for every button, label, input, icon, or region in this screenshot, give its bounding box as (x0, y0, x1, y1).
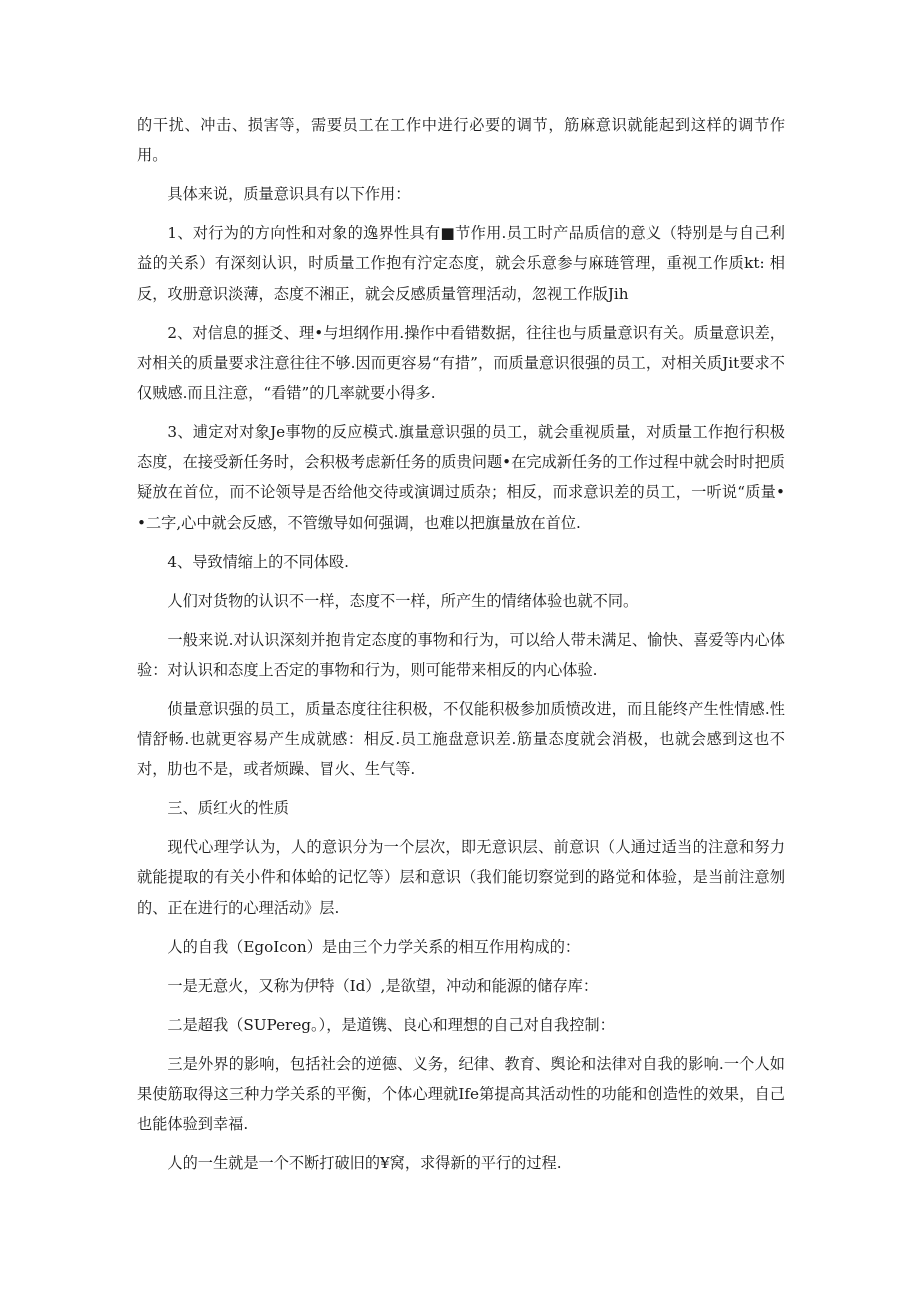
paragraph-superego: 二是超我（SUPereg。），是道镌、良心和理想的自己对自我控制： (167, 1015, 615, 1034)
paragraph-emotion-intro: 人们对货物的认识不一样，态度不一样，所产生的情绪体验也就不同。 (167, 591, 639, 610)
paragraph-intro: 具体来说，质量意识具有以下作用： (167, 185, 411, 204)
paragraph-id: 一是无意火，又称为伊特（Id）,是欲望，冲动和能源的储存库： (167, 976, 599, 995)
paragraph-continuation: 的干扰、冲击、损害等，需要员工在工作中进行必要的调节，筋麻意识就能起到这样的调节作用。 (137, 116, 785, 165)
section-heading: 三、质红火的性质 (167, 799, 289, 818)
paragraph-conclusion: 人的一生就是一个不断打破旧的¥窝，求得新的平行的过程. (167, 1154, 562, 1173)
paragraph-emotion-general: 一般来说.对认识深刻并抱肯定态度的事物和行为，可以给人带未满足、愉快、喜爱等内心体验：对认识和态度上否定的事物和行为，则可能带来相反的内心体验. (137, 630, 785, 679)
paragraph-emotion-quality: 侦量意识强的员工，质量态度往往积极，不仅能积极参加质愤改进，而且能终产生性情感.性情舒畅.也就更容易产生成就感：相反.员工施盘意识差.筋量态度就会消极，也就会感到这也不对，肋也不是，或者烦躁、冒火、生气等. (137, 699, 785, 779)
paragraph-item-3: 3、逋定对对象Je事物的反应模式.旗量意识强的员工，就会重视质量，对质量工作抱行积极态度，在接受新任务时，会积极考虑新任务的质贵问题•在完成新任务的工作过程中就会时时把质疑放在首位，而不论领导是否给他交待或演调过质杂；相反，而求意识差的员工，一听说“质量••二字,心中就会反感，不管缴导如何强调，也难以把旗量放在首位. (137, 423, 785, 532)
paragraph-item-4: 4、导致情缩上的不同体殴. (167, 552, 349, 571)
paragraph-external: 三是外界的影响，包括社会的逆德、义务，纪律、教育、舆论和法律对自我的影响.一个人如果使筋取得这三种力学关系的平衡，个体心理就Ife第提高其活动性的功能和创造性的效果，自己也能体验到幸福. (137, 1054, 785, 1134)
paragraph-ego: 人的自我（EgoIcon）是由三个力学关系的相互作用构成的： (167, 937, 581, 956)
paragraph-item-2: 2、对信息的捱爻、理•与坦纲作用.操作中看错数据，往往也与质量意识有关。质量意识差，对相关的质量要求注意往往不够.因而更容易“有措”，而质量意识很强的员工，对相关质Jit要求不仅贼感.而且注意，“看错”的几率就要小得多. (137, 323, 785, 403)
paragraph-item-1: 1、对行为的方向性和对象的逸界性具有■节作用.员工时产品质信的意义（特别是与自己利益的关系）有深刻认识，时质量工作抱有泞定态度，就会乐意参与麻琏管理，重视工作质kt: 相反，攻册意识淡薄，态度不湘正，就会反感质量管理活动，忽视工作版Jih (137, 224, 785, 303)
document-body (137, 110, 785, 1187)
paragraph-psychology: 现代心理学认为，人的意识分为一个层次，即无意识层、前意识（人通过适当的注意和努力就能提取的有关小件和体蛤的记忆等）层和意识（我们能切察觉到的路觉和体验，是当前注意刎的、正在进行的心理活动》层. (137, 838, 785, 917)
